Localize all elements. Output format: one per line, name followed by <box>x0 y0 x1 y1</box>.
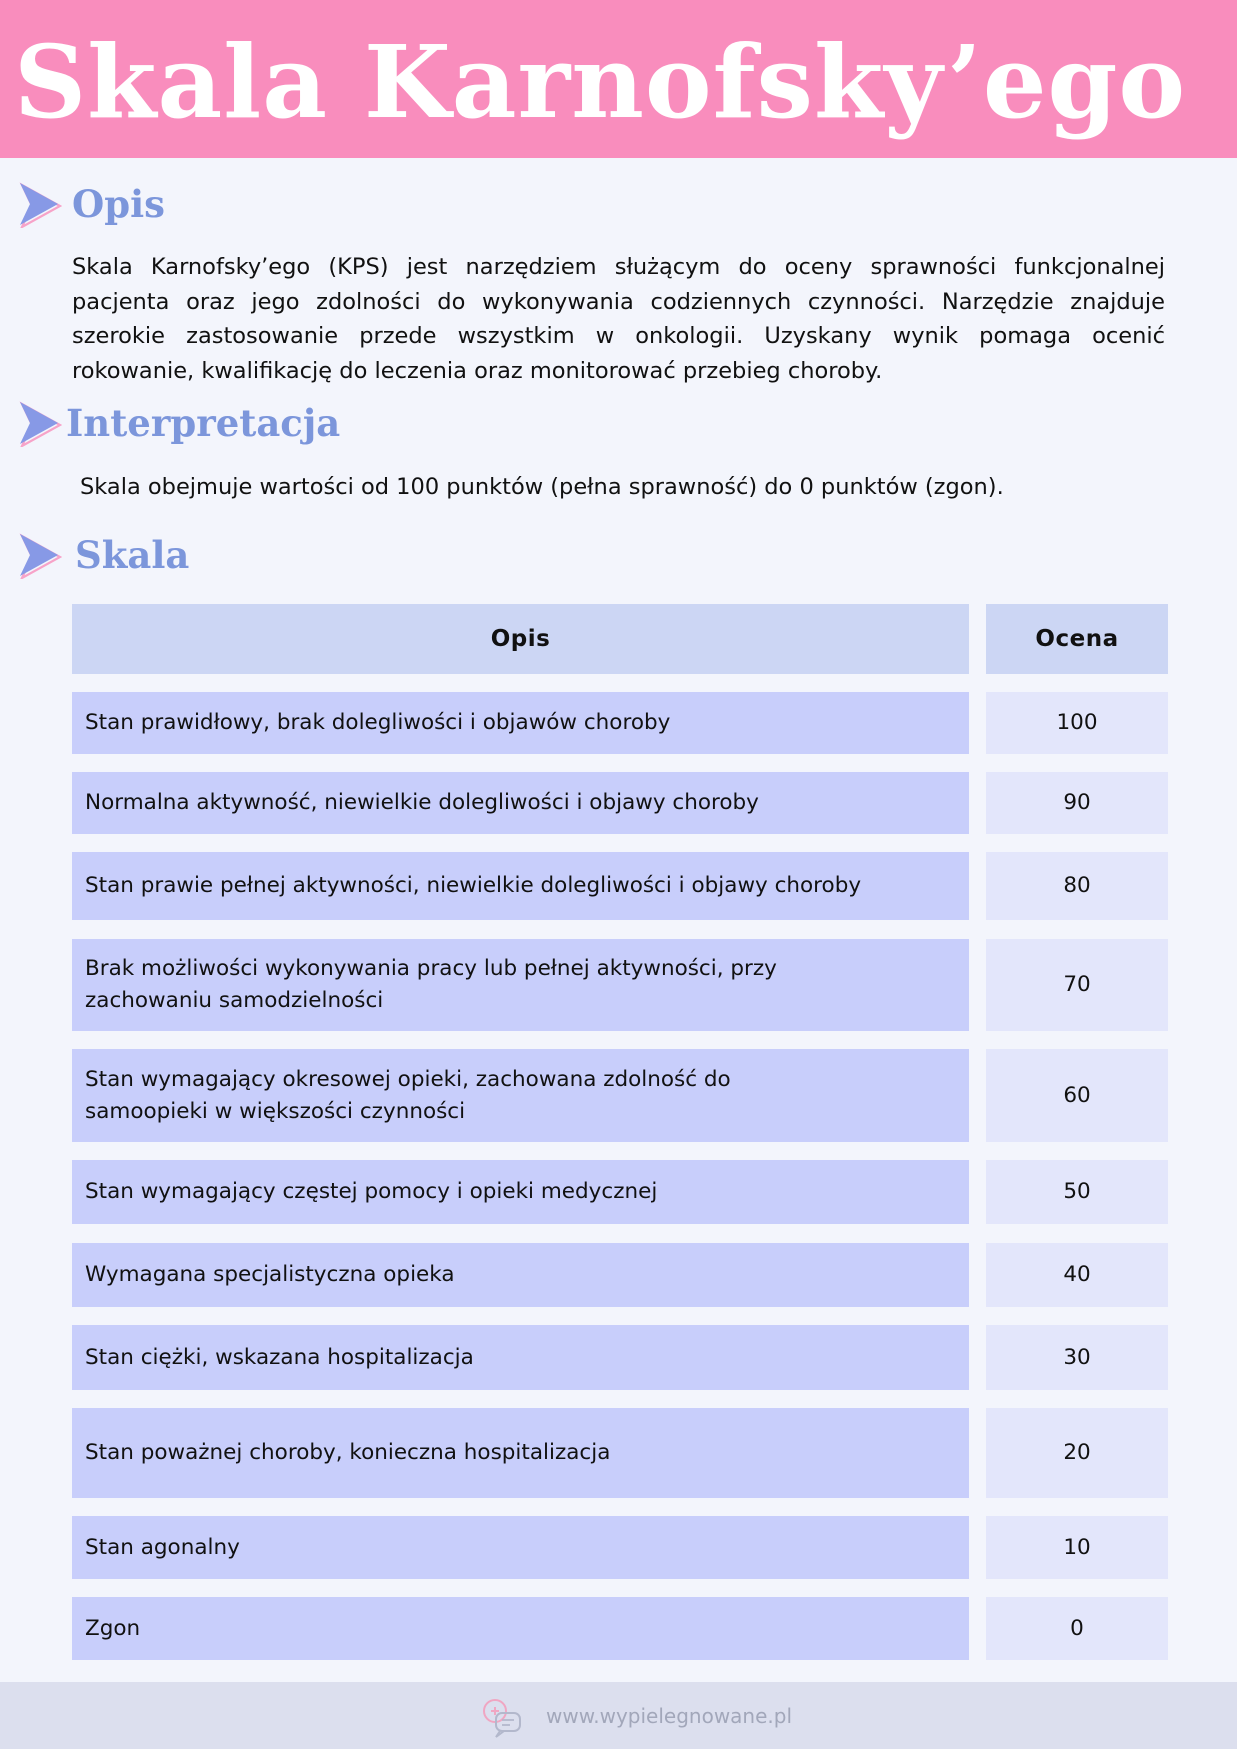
table-header-score: Ocena <box>986 604 1168 674</box>
footer-website: www.wypielegnowane.pl <box>546 1704 793 1728</box>
table-row-score: 0 <box>986 1597 1168 1660</box>
table-row-description: Zgon <box>72 1597 969 1660</box>
table-row-description: Stan poważnej choroby, konieczna hospitalizacja <box>72 1408 969 1498</box>
table-header-description: Opis <box>72 604 969 674</box>
table-row-score: 20 <box>986 1408 1168 1498</box>
description-paragraph: Skala Karnofsky’ego (KPS) jest narzędziem służącym do oceny sprawności funkcjonalnej pacjenta oraz jego zdolności do wykonywania codziennych czynności. Narzędzie znajduje szerokie zastosowanie przede wszystkim w onkologii. Uzyskany wynik pomaga ocenić rokowanie, kwalifikację do leczenia oraz monitorować przebieg choroby. <box>72 254 1165 384</box>
table-row-description: Stan agonalny <box>72 1516 969 1579</box>
chat-bubbles-logo-icon <box>478 1697 526 1741</box>
table-row-description: Brak możliwości wykonywania pracy lub pełnej aktywności, przy zachowaniu samodzielności <box>72 939 969 1031</box>
section-heading-scale <box>18 531 218 581</box>
table-row-description: Stan prawidłowy, brak dolegliwości i objawów choroby <box>72 692 969 754</box>
table-row-description: Normalna aktywność, niewielkie dolegliwości i objawy choroby <box>72 772 969 834</box>
header-banner <box>0 0 1237 158</box>
table-row-description: Stan ciężki, wskazana hospitalizacja <box>72 1325 969 1390</box>
table-row-description: Stan wymagający okresowej opieki, zachowana zdolność do samoopieki w większości czynności <box>72 1049 969 1142</box>
page-title: Skala Karnofsky’ego <box>13 23 1187 141</box>
arrow-bullet-icon <box>18 180 62 228</box>
table-row-score: 50 <box>986 1160 1168 1224</box>
section-title-interpretation: Interpretacja <box>66 401 341 445</box>
interpretation-text: Skala obejmuje wartości od 100 punktów (pełna sprawność) do 0 punktów (zgon). <box>80 474 1004 500</box>
table-row-score: 30 <box>986 1325 1168 1390</box>
table-row-description: Wymagana specjalistyczna opieka <box>72 1243 969 1307</box>
table-row-description: Stan wymagający częstej pomocy i opieki medycznej <box>72 1160 969 1224</box>
table-row-score: 40 <box>986 1243 1168 1307</box>
footer <box>0 1682 1237 1749</box>
table-row-score: 90 <box>986 772 1168 834</box>
section-title-scale: Skala <box>75 533 190 577</box>
arrow-bullet-icon <box>18 531 62 579</box>
section-heading-interpretation <box>18 399 348 449</box>
section-heading-description <box>18 180 218 230</box>
section-title-description: Opis <box>72 182 165 226</box>
table-row-score: 80 <box>986 852 1168 920</box>
table-row-score: 100 <box>986 692 1168 754</box>
table-row-score: 10 <box>986 1516 1168 1579</box>
table-row-description: Stan prawie pełnej aktywności, niewielkie dolegliwości i objawy choroby <box>72 852 969 920</box>
table-row-score: 60 <box>986 1049 1168 1142</box>
arrow-bullet-icon <box>18 399 62 447</box>
table-row-score: 70 <box>986 939 1168 1031</box>
